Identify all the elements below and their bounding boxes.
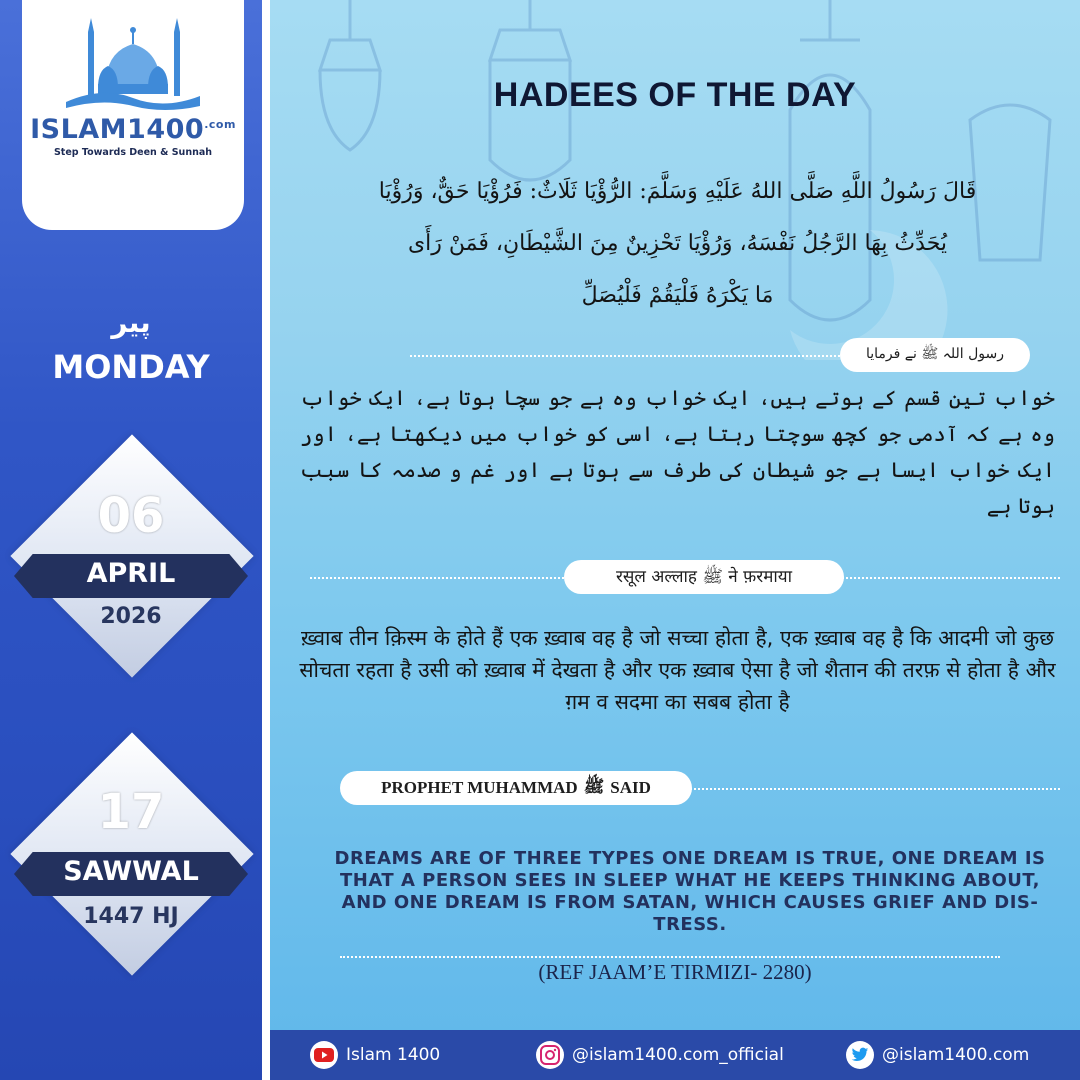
weekday-urdu: پیر [111,306,151,339]
instagram-link[interactable] [536,1040,784,1070]
weekday-english: MONDAY [52,348,210,386]
youtube-link[interactable] [310,1040,440,1070]
hindi-label: रसूल अल्लाह ﷺ ने फ़रमाया [564,560,844,594]
divider [340,956,1000,958]
twitter-icon [846,1041,874,1069]
hindi-label-row [270,560,1080,594]
english-translation: DREAMS ARE OF THREE TYPES ONE DREAM IS TRUE, ONE DREAM IS THAT A PERSON SEES IN SLEEP WHAT HE KEEPS THINKING ABOUT, AND ONE DREAM IS FROM SATAN, WHICH CAUSES GRIEF AND DIS-TRESS. [334,848,1046,935]
english-label-said: SAID [610,778,651,797]
logo-card[interactable] [22,0,244,230]
hijri-month: SAWWAL [63,856,199,887]
gregorian-month: APRIL [86,558,176,589]
urdu-label: رسول اللہ ﷺ نے فرمایا [840,338,1030,372]
english-label [340,771,692,805]
hijri-year: 1447 HJ [83,904,179,929]
sidebar [0,0,268,1080]
arabic-hadith [300,166,1055,322]
hadith-reference: (REF JAAM’E TIRMIZI- 2280) [538,960,812,984]
urdu-translation: خواب تین قسم کے ہوتے ہیں، ایک خواب وہ ہے جو سچا ہوتا ہے، ایک خواب وہ ہے کہ آدمی جو کچھ سوچتا رہتا ہے، اسی کو خواب میں دیکھتا ہے، اور ایک خواب ایسا ہے جو شیطان کی طرف سے ہوتا ہے اور غم و صدمہ کا سبب ہوتا ہے [300,386,1055,518]
divider [410,355,840,357]
arabic-line: يُحَدِّثُ بِهَا الرَّجُلُ نَفْسَهُ، وَرُؤْيَا تَحْزِينٌ مِنَ الشَّيْطَانِ، فَمَنْ رَأَى [407,231,948,256]
divider [690,788,1060,790]
sidebar-divider [262,0,270,1080]
youtube-icon [310,1041,338,1069]
arabic-line: مَا يَكْرَهُ فَلْيَقُمْ فَلْيُصَلِّ [581,283,774,308]
twitter-handle: @islam1400.com [882,1045,1030,1065]
mosque-logo-icon [62,14,204,112]
youtube-handle: Islam 1400 [346,1045,441,1065]
pbuh-symbol: ﷺ [583,776,605,796]
english-label-row [270,771,1080,805]
english-label-text: PROPHET MUHAMMAD [381,778,578,797]
brand-name: $ISLAM1400^{.com}$ [30,114,236,145]
brand-tagline: Step Towards Deen & Sunnah [53,147,213,158]
twitter-link[interactable] [846,1040,1029,1070]
instagram-handle: @islam1400.com_official [572,1045,784,1065]
logo-notch [108,214,160,230]
main-panel [270,0,1080,1080]
urdu-label-row [270,338,1080,372]
hindi-translation: ख़्वाब तीन क़िस्म के होते हैं एक ख़्वाब वह है जो सच्चा होता है, एक ख़्वाब वह है कि आदमी जो कुछ सोचता रहता है उसी को ख़्वाब में देखता है और एक ख़्वाब ऐसा है जो शैतान की तरफ़ से होता है और ग़म व सदमा का सबब होता है [299,626,1056,714]
gregorian-day: 06 [97,488,165,544]
arabic-line: قَالَ رَسُولُ اللَّهِ صَلَّى اللهُ عَلَيْهِ وَسَلَّمَ: الرُّؤْيَا ثَلَاثٌ: فَرُؤْيَا حَقٌّ، وَرُؤْيَا [378,179,977,204]
instagram-icon [536,1041,564,1069]
hijri-day: 17 [97,784,165,840]
page-title: HADEES OF THE DAY [493,76,857,114]
social-footer [270,1030,1080,1080]
gregorian-year: 2026 [100,604,162,629]
